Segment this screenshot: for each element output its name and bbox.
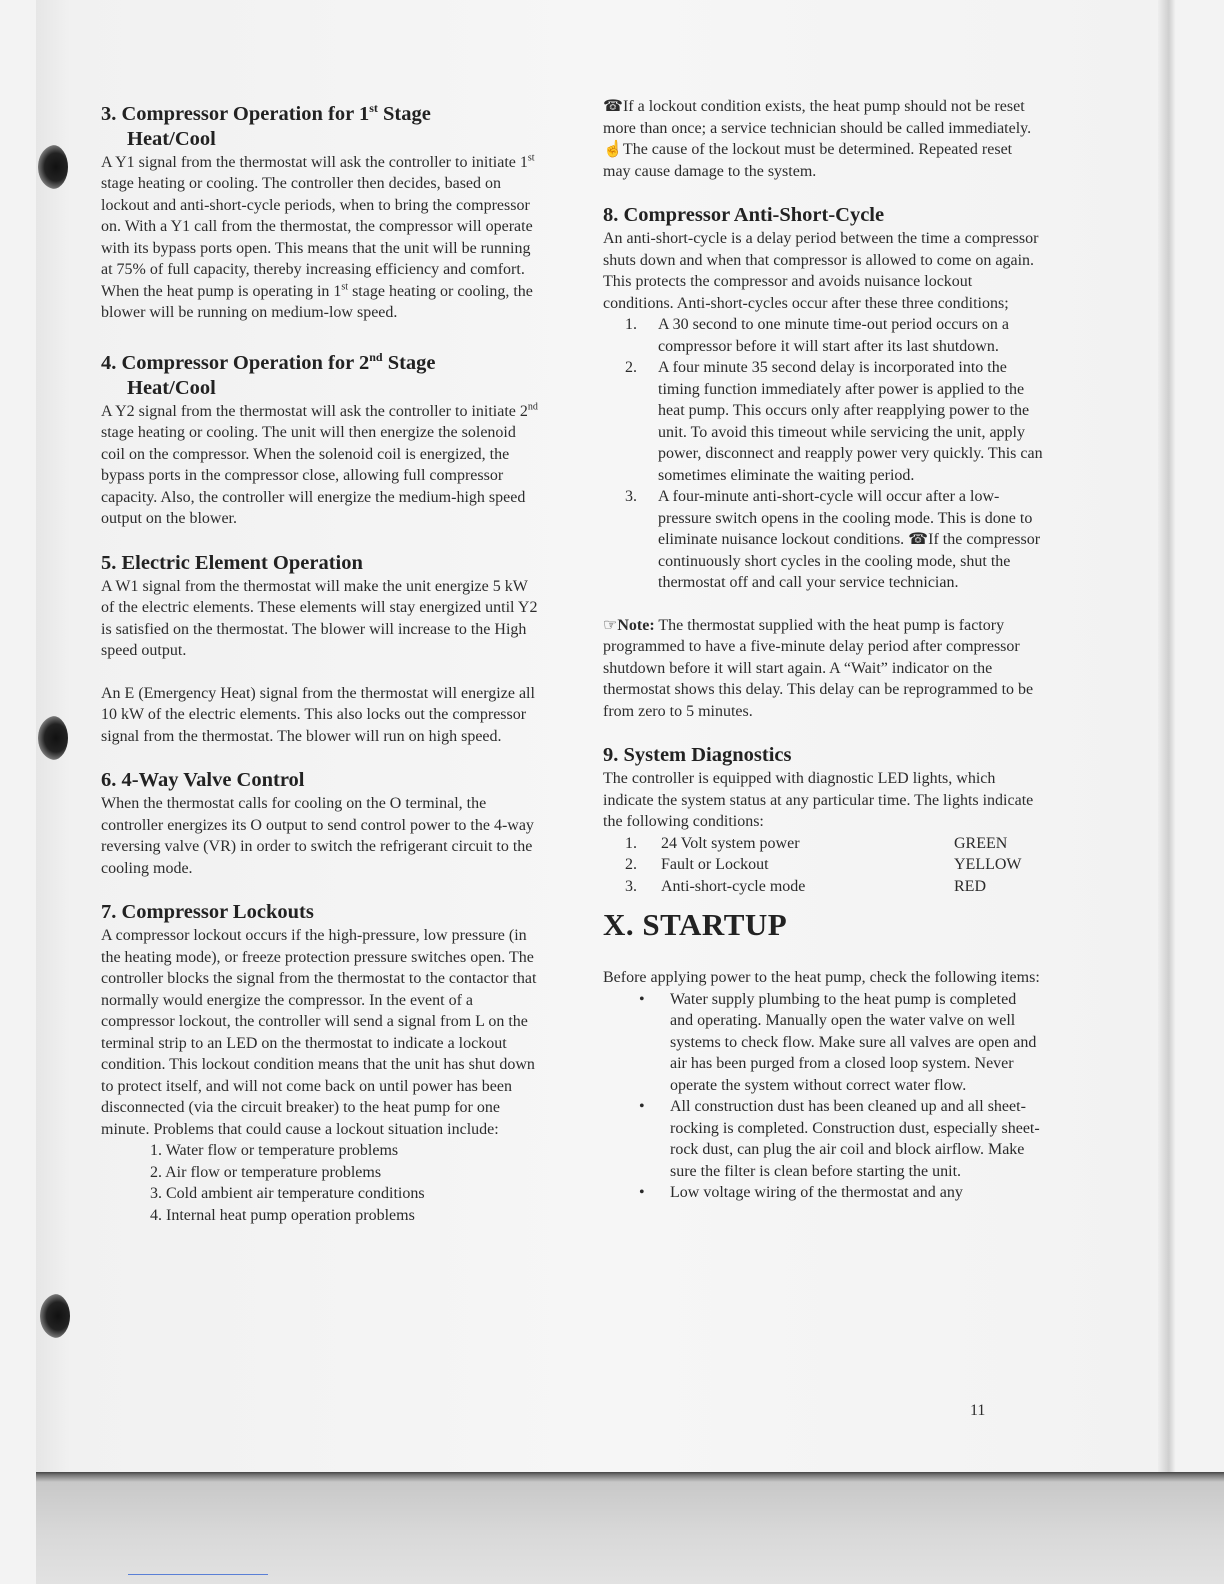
lockout-warning <box>603 96 1043 182</box>
telephone-icon: ☎ <box>908 531 929 548</box>
startup-body: Before applying power to the heat pump, check the following items: <box>603 969 1040 986</box>
section-5-heading: 5. Electric Element Operation <box>101 551 363 574</box>
bottom-underline <box>128 1574 268 1575</box>
list-item: • Low voltage wiring of the thermostat and any <box>603 1182 1043 1204</box>
section-8 <box>603 203 1043 594</box>
bullet-icon: • <box>639 1098 645 1115</box>
right-column <box>603 96 1043 1204</box>
binder-hole-middle <box>38 716 68 760</box>
section-7 <box>101 900 541 1226</box>
section-6-heading: 6. 4-Way Valve Control <box>101 769 305 792</box>
section-9-body: The controller is equipped with diagnostic LED lights, which indicate the system status at any particular time. The lights indicate the following conditions: <box>603 770 1034 830</box>
left-column <box>101 96 541 1247</box>
startup-checklist <box>603 989 1043 1204</box>
list-item: 3. Cold ambient air temperature conditions <box>150 1185 425 1203</box>
section-7-heading: 7. Compressor Lockouts <box>101 901 314 924</box>
list-item: 1. A 30 second to one minute time-out period occurs on a compressor before it will start after its last shutdown. <box>625 316 1010 355</box>
diagnostic-row: 3. Anti-short-cycle mode RED <box>625 877 986 895</box>
page-edge-shadow <box>1158 0 1176 1472</box>
lockout-warning-text: ☎If a lockout condition exists, the heat pump should not be reset more than once; a service technician should be called immediately. ☝The cause of the lockout must be determined. Repeated reset may cause damage to the system. <box>603 98 1032 180</box>
startup-heading: X. STARTUP <box>603 907 788 942</box>
list-item: 3. A four-minute anti-short-cycle will occur after a low-pressure switch opens in the cooling mode. This is done to eliminate nuisance lockout conditions. ☎If the compressor continuously short cycles in the cooling mode, shut the thermostat off and call your service technician. <box>625 488 1041 591</box>
scanner-bottom-band <box>36 1472 1224 1584</box>
section-3-heading: 3. Compressor Operation for 1st Stage Heat/Cool <box>101 101 431 150</box>
startup-section <box>603 905 1043 1204</box>
section-6-body: When the thermostat calls for cooling on the O terminal, the controller energizes its O output to send control power to the 4-way reversing valve (VR) in order to switch the refrigerant circuit to the cooling mode. <box>101 795 534 877</box>
anti-short-cycle-list <box>603 314 1043 594</box>
hand-pointer-icon: ☝ <box>603 141 623 158</box>
section-8-body: An anti-short-cycle is a delay period between the time a compressor shuts down and when that compressor is allowed to come on again. This protects the compressor and avoids nuisance lockout conditions. Anti-short-cycles occur after these three conditions; <box>603 230 1039 312</box>
pointing-hand-icon: ☞ <box>603 616 618 634</box>
section-4 <box>101 345 541 530</box>
diagnostic-row: 1. 24 Volt system power GREEN <box>625 834 1008 852</box>
list-item: • Water supply plumbing to the heat pump is completed and operating. Manually open the water valve on well systems to check flow. Make sure all valves are open and air has been purged from a closed loop system. Never operate the system without correct water flow. <box>639 990 1037 1094</box>
section-5 <box>101 551 541 748</box>
section-6 <box>101 768 541 879</box>
section-4-heading: 4. Compressor Operation for 2nd Stage Heat/Cool <box>101 349 436 399</box>
section-9-heading: 9. System Diagnostics <box>603 744 792 766</box>
section-7-body: A compressor lockout occurs if the high-pressure, low pressure (in the heating mode), or freeze protection pressure switches open. The controller blocks the signal from the thermostat to the contactor that normally would energize the compressor. In the event of a compressor lockout, the controller will send a signal from L on the terminal strip to an LED on the thermostat to indicate a lockout condition. This lockout condition means that the unit has shut down to protect itself, and will not come back on until power has been disconnected (via the circuit breaker) to the heat pump for one minute. Problems that could cause a lockout situation include: <box>101 927 537 1138</box>
section-8-heading: 8. Compressor Anti-Short-Cycle <box>603 204 885 226</box>
list-item: 4. Internal heat pump operation problems <box>150 1206 415 1224</box>
section-4-body: A Y2 signal from the thermostat will ask the controller to initiate 2nd stage heating or cooling. The unit will then energize the solenoid coil on the compressor. When the solenoid coil is energized, the bypass ports in the compressor close, allowing full compressor capacity. Also, the controller will energize the medium-high speed output on the blower. <box>101 401 538 528</box>
telephone-icon: ☎ <box>603 98 623 115</box>
bullet-icon: • <box>639 990 645 1008</box>
section-3-body: A Y1 signal from the thermostat will ask the controller to initiate 1st stage heating or cooling. The controller then decides, based on lockout and anti-short-cycle periods, when to bring the compressor on. With a Y1 call from the thermostat, the compressor will operate with its bypass ports open. This means that the unit will be running at 75% of full capacity, thereby increasing efficiency and comfort. When the heat pump is operating in 1st stage heating or cooling, the blower will be running on medium-low speed. <box>101 152 535 322</box>
section-3 <box>101 96 541 324</box>
binder-hole-bottom <box>40 1294 70 1338</box>
list-item: 1. Water flow or temperature problems <box>150 1142 399 1160</box>
list-item: • All construction dust has been cleaned up and all sheet-rocking is completed. Construction dust, especially sheet-rock dust, can plug the air coil and block airflow. Make sure the filter is clean before starting the unit. <box>639 1098 1040 1180</box>
page-number: 11 <box>970 1402 986 1419</box>
thermostat-note <box>603 615 1043 723</box>
thermostat-note-text: ☞Note: The thermostat supplied with the heat pump is factory programmed to have a five-minute delay period after compressor shutdown before it will start again. A “Wait” indicator on the thermostat shows this delay. This delay can be reprogrammed to be from zero to 5 minutes. <box>603 616 1034 720</box>
section-5-body: A W1 signal from the thermostat will make the unit energize 5 kW of the electric elements. These elements will stay energized until Y2 is satisfied on the thermostat. The blower will increase to the High speed output. <box>101 577 538 660</box>
list-item: 2. Air flow or temperature problems <box>150 1163 382 1181</box>
list-item: 2. A four minute 35 second delay is incorporated into the timing function immediately after power is applied to the heat pump. This occurs only after reapplying power to the unit. To avoid this timeout while servicing the unit, apply power, disconnect and reapply power very quickly. This can sometimes eliminate the waiting period. <box>625 359 1043 484</box>
binder-hole-top <box>38 145 68 189</box>
diagnostic-row: 2. Fault or Lockout YELLOW <box>625 856 1022 873</box>
lockout-causes-list <box>101 1140 541 1226</box>
bullet-icon: • <box>639 1184 645 1201</box>
section-5-emergency-body: An E (Emergency Heat) signal from the thermostat will energize all 10 kW of the electric elements. This also locks out the compressor signal from the thermostat. The blower will run on high speed. <box>101 684 535 745</box>
section-9 <box>603 743 1043 897</box>
